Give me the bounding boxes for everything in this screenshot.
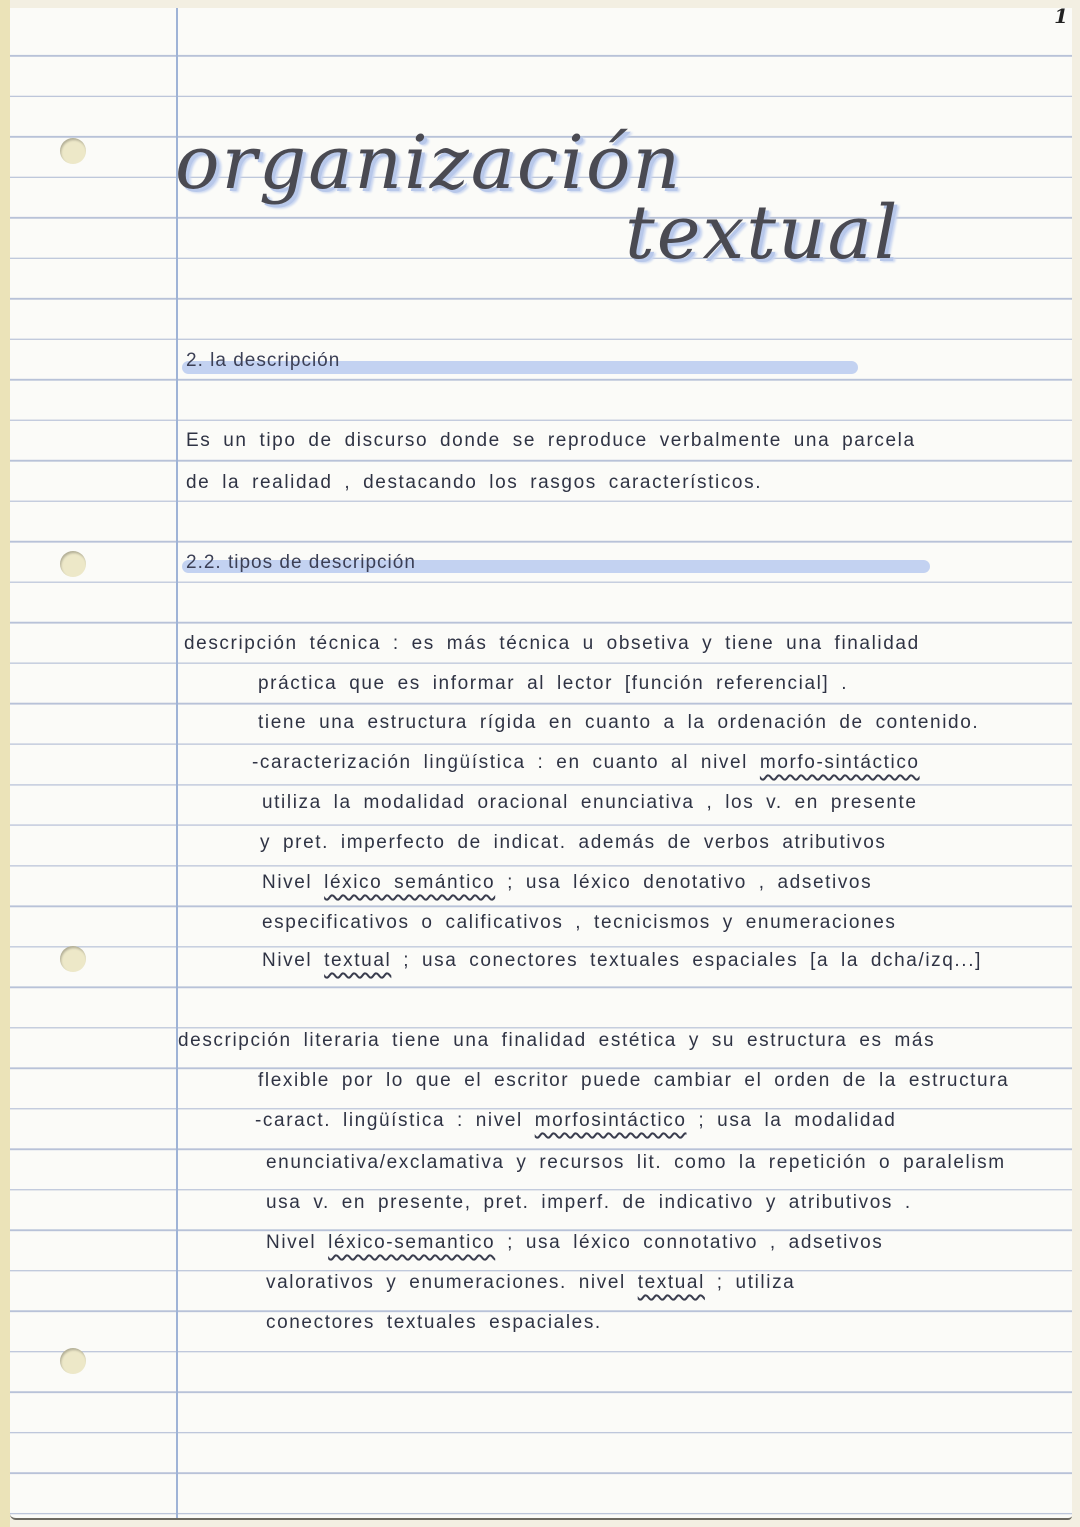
section-heading-descripcion: 2. la descripción <box>186 350 341 371</box>
punch-hole <box>60 551 86 577</box>
nivel-label: Nivel <box>262 872 313 893</box>
text-line: de la realidad , destacando los rasgos característicos. <box>186 472 763 493</box>
underlined-term: morfosintáctico <box>534 1110 687 1131</box>
punch-hole <box>60 1348 86 1374</box>
text-line: ; usa la modalidad <box>698 1110 897 1131</box>
page-title-line1: organización <box>175 120 683 206</box>
text-line: -caracterización lingüística : en cuanto al nivel <box>252 752 748 773</box>
nivel-label: Nivel <box>266 1232 317 1253</box>
text-line: Es un tipo de discurso donde se reproduce verbalmente una parcela <box>186 430 916 451</box>
section-heading-tipos: 2.2. tipos de descripción <box>186 552 416 573</box>
punch-hole <box>60 946 86 972</box>
text-line: especificativos o calificativos , tecnicismos y enumeraciones <box>262 912 897 933</box>
text-line: enunciativa/exclamativa y recursos lit. como la repetición o paralelism <box>266 1152 1006 1173</box>
text-line: y pret. imperfecto de indicat. además de verbos atributivos <box>260 832 887 853</box>
text-line: ; usa léxico connotativo , adsetivos <box>507 1232 884 1253</box>
text-line: : es más técnica u obsetiva y tiene una finalidad <box>392 633 920 654</box>
term-descripcion-literaria: descripción literaria <box>178 1030 381 1051</box>
text-line: práctica que es informar al lector [función referencial] . <box>258 673 849 694</box>
underlined-term: textual <box>637 1272 705 1293</box>
text-line: valorativos y enumeraciones. nivel <box>266 1272 626 1293</box>
text-line: ; usa léxico denotativo , adsetivos <box>507 872 873 893</box>
text-line: tiene una finalidad estética y su estructura es más <box>392 1030 936 1051</box>
page-number: 1 <box>1054 4 1068 28</box>
text-line: tiene una estructura rígida en cuanto a la ordenación de contenido. <box>258 712 980 733</box>
text-line: usa v. en presente, pret. imperf. de indicativo y atributivos . <box>266 1192 912 1213</box>
underlined-term: léxico semántico <box>324 872 496 893</box>
text-line: -caract. lingüística : nivel <box>255 1110 523 1131</box>
binder-edge <box>0 0 10 1527</box>
text-line: conectores textuales espaciales. <box>266 1312 602 1333</box>
term-descripcion-tecnica: descripción técnica <box>184 633 381 654</box>
punch-hole <box>60 138 86 164</box>
text-line: utiliza la modalidad oracional enunciativa , los v. en presente <box>262 792 918 813</box>
nivel-label: Nivel <box>262 950 313 971</box>
text-line: flexible por lo que el escritor puede cambiar el orden de la estructura <box>258 1070 1010 1091</box>
underlined-term: léxico-semantico <box>328 1232 496 1253</box>
page-title-line2: textual <box>625 190 900 276</box>
text-line: ; utiliza <box>716 1272 796 1293</box>
text-line: ; usa conectores textuales espaciales [a la dcha/izq...] <box>403 950 982 971</box>
underlined-term: textual <box>324 950 392 971</box>
margin-line <box>176 8 178 1518</box>
underlined-term: morfo-sintáctico <box>759 752 920 773</box>
